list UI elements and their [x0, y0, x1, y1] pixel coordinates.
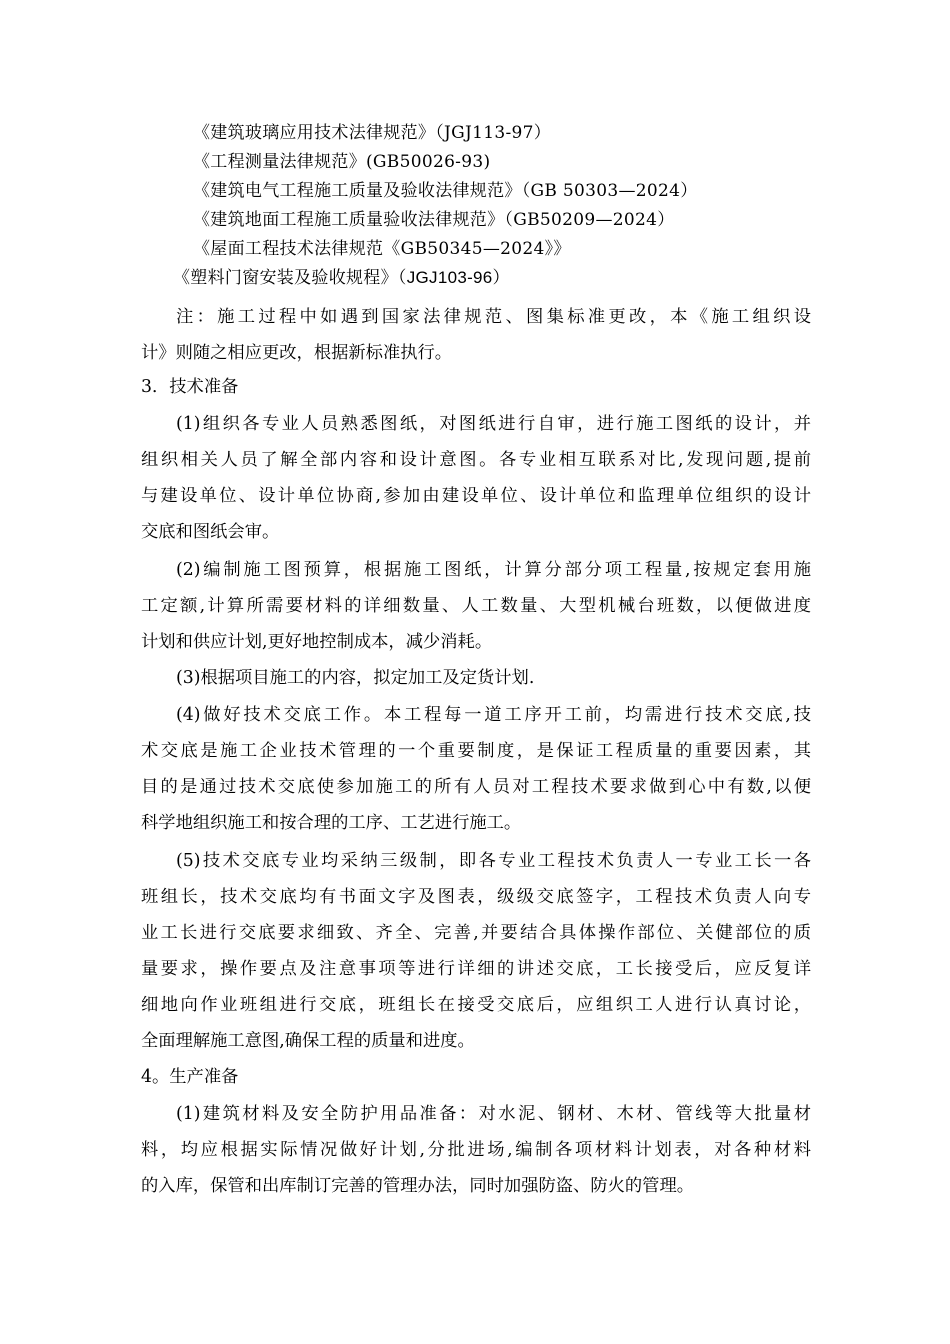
- paragraph-line: 组织相关人员了解全部内容和设计意图。各专业相互联系对比,发现问题,提前: [141, 450, 811, 470]
- paragraph-line: 术交底是施工企业技术管理的一个重要制度，是保证工程质量的重要因素，其: [141, 741, 811, 761]
- paragraph-line: (5)技术交底专业均采纳三级制，即各专业工程技术负责人一专业工长一各: [176, 851, 811, 871]
- paragraph-line: 料，均应根据实际情况做好计划,分批进场,编制各项材料计划表，对各种材料: [141, 1140, 811, 1160]
- reference-item: 《建筑地面工程施工质量验收法律规范》（GB50209—2024）: [193, 210, 675, 230]
- paragraph-line: (1)组织各专业人员熟悉图纸，对图纸进行自审，进行施工图纸的设计，并: [176, 414, 811, 434]
- paragraph-line: (4)做好技术交底工作。本工程每一道工序开工前，均需进行技术交底,技: [176, 705, 811, 725]
- reference-item: 《塑料门窗安装及验收规程》（JGJ103-96）: [173, 268, 510, 287]
- paragraph-line: (3)根据项目施工的内容，拟定加工及定货计划.: [176, 668, 535, 688]
- reference-item: 《建筑电气工程施工质量及验收法律规范》（GB 50303—2024）: [193, 181, 698, 201]
- paragraph-line: 交底和图纸会审。: [141, 522, 280, 542]
- paragraph-line: 与建设单位、设计单位协商,参加由建设单位、设计单位和监理单位组织的设计: [141, 486, 811, 506]
- note-line: 注：施工过程中如遇到国家法律规范、图集标准更改，本《施工组织设: [176, 307, 811, 327]
- paragraph-line: 全面理解施工意图,确保工程的质量和进度。: [141, 1031, 475, 1051]
- paragraph-line: 班组长，技术交底均有书面文字及图表，级级交底签字，工程技术负责人向专: [141, 887, 811, 907]
- paragraph-line: 业工长进行交底要求细致、齐全、完善,并要结合具体操作部位、关健部位的质: [141, 923, 811, 943]
- paragraph-line: 工定额,计算所需要材料的详细数量、人工数量、大型机械台班数，以便做进度: [141, 596, 811, 616]
- paragraph-line: (1)建筑材料及安全防护用品准备：对水泥、钢材、木材、管线等大批量材: [176, 1104, 811, 1124]
- paragraph-line: 细地向作业班组进行交底，班组长在接受交底后，应组织工人进行认真讨论，: [141, 995, 811, 1015]
- reference-item: 《建筑玻璃应用技术法律规范》（JGJ113-97）: [193, 123, 552, 143]
- paragraph-line: 的入库，保管和出库制订完善的管理办法，同时加强防盗、防火的管理。: [141, 1176, 695, 1196]
- section-heading: 4。生产准备: [141, 1067, 239, 1087]
- reference-item: 《工程测量法律规范》(GB50026-93): [193, 152, 491, 172]
- paragraph-line: (2)编制施工图预算，根据施工图纸，计算分部分项工程量,按规定套用施: [176, 560, 811, 580]
- reference-item: 《屋面工程技术法律规范《GB50345—2024》》: [193, 239, 571, 259]
- section-heading: 3．技术准备: [141, 377, 239, 397]
- paragraph-line: 量要求，操作要点及注意事项等进行详细的讲述交底，工长接受后，应反复详: [141, 959, 811, 979]
- paragraph-line: 计划和供应计划,更好地控制成本，减少消耗。: [141, 632, 493, 652]
- paragraph-line: 科学地组织施工和按合理的工序、工艺进行施工。: [141, 813, 522, 833]
- paragraph-line: 目的是通过技术交底使参加施工的所有人员对工程技术要求做到心中有数,以便: [141, 777, 811, 797]
- note-line: 计》则随之相应更改，根据新标准执行。: [141, 343, 453, 363]
